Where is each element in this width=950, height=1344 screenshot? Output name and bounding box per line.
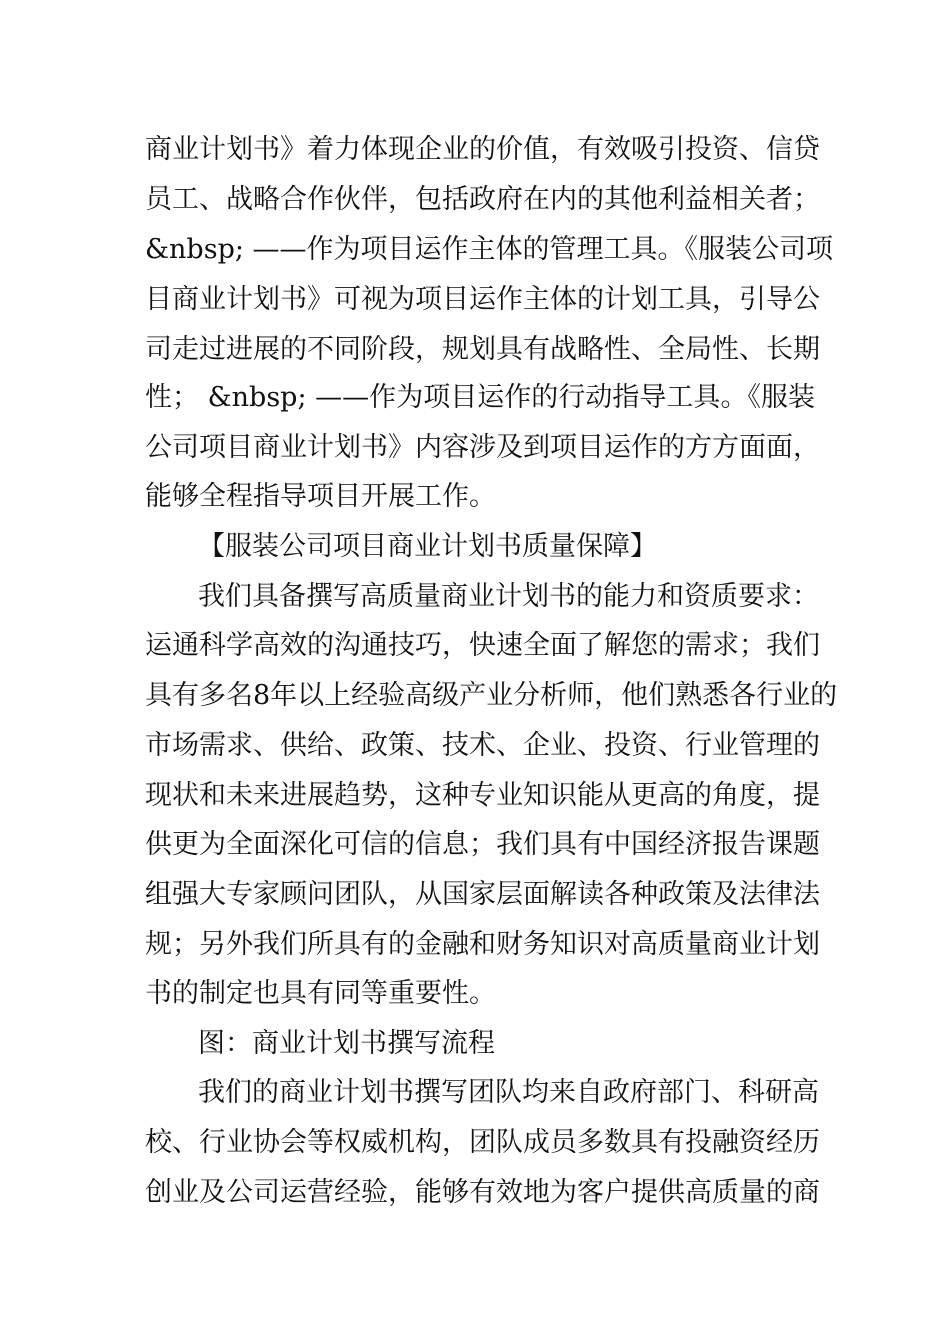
section-heading: 【服装公司项目商业计划书质量保障】	[198, 531, 657, 562]
text-line-8: 能够全程指导项目开展工作。	[145, 481, 496, 512]
text-line-1: 商业计划书》着力体现企业的价值，有效吸引投资、信贷	[145, 134, 820, 165]
text-line-18: 书的制定也具有同等重要性。	[145, 978, 496, 1009]
text-line-2: 员工、战略合作伙伴，包括政府在内的其他利益相关者；	[145, 184, 820, 215]
text-line-22: 创业及公司运营经验，能够有效地为客户提供高质量的商	[145, 1177, 820, 1208]
text-line-16: 组强大专家顾问团队，从国家层面解读各种政策及法律法	[145, 879, 820, 910]
text-line-4: 目商业计划书》可视为项目运作主体的计划工具，引导公	[145, 284, 820, 315]
text-line-7: 公司项目商业计划书》内容涉及到项目运作的方方面面，	[145, 432, 820, 463]
text-line-5: 司走过进展的不同阶段，规划具有战略性、全局性、长期	[145, 334, 820, 365]
text-line-11: 运通科学高效的沟通技巧，快速全面了解您的需求；我们	[145, 630, 820, 661]
paragraph-first-line-2: 我们的商业计划书撰写团队均来自政府部门、科研高	[198, 1077, 819, 1108]
text-line-17: 规；另外我们所具有的金融和财务知识对高质量商业计划	[145, 929, 820, 960]
text-line-6: 性； &nbsp; ——作为项目运作的行动指导工具。《服装	[145, 382, 815, 413]
text-line-13: 市场需求、供给、政策、技术、企业、投资、行业管理的	[145, 730, 820, 761]
text-line-15: 供更为全面深化可信的信息；我们具有中国经济报告课题	[145, 829, 820, 860]
text-line-12: 具有多名8年以上经验高级产业分析师，他们熟悉各行业的	[145, 680, 838, 711]
text-line-21: 校、行业协会等权威机构，团队成员多数具有投融资经历	[145, 1127, 820, 1158]
figure-caption: 图：商业计划书撰写流程	[198, 1028, 495, 1059]
paragraph-first-line: 我们具备撰写高质量商业计划书的能力和资质要求：	[198, 581, 819, 612]
text-line-14: 现状和未来进展趋势，这种专业知识能从更高的角度，提	[145, 780, 820, 811]
text-line-3: &nbsp; ——作为项目运作主体的管理工具。《服装公司项	[145, 234, 834, 265]
